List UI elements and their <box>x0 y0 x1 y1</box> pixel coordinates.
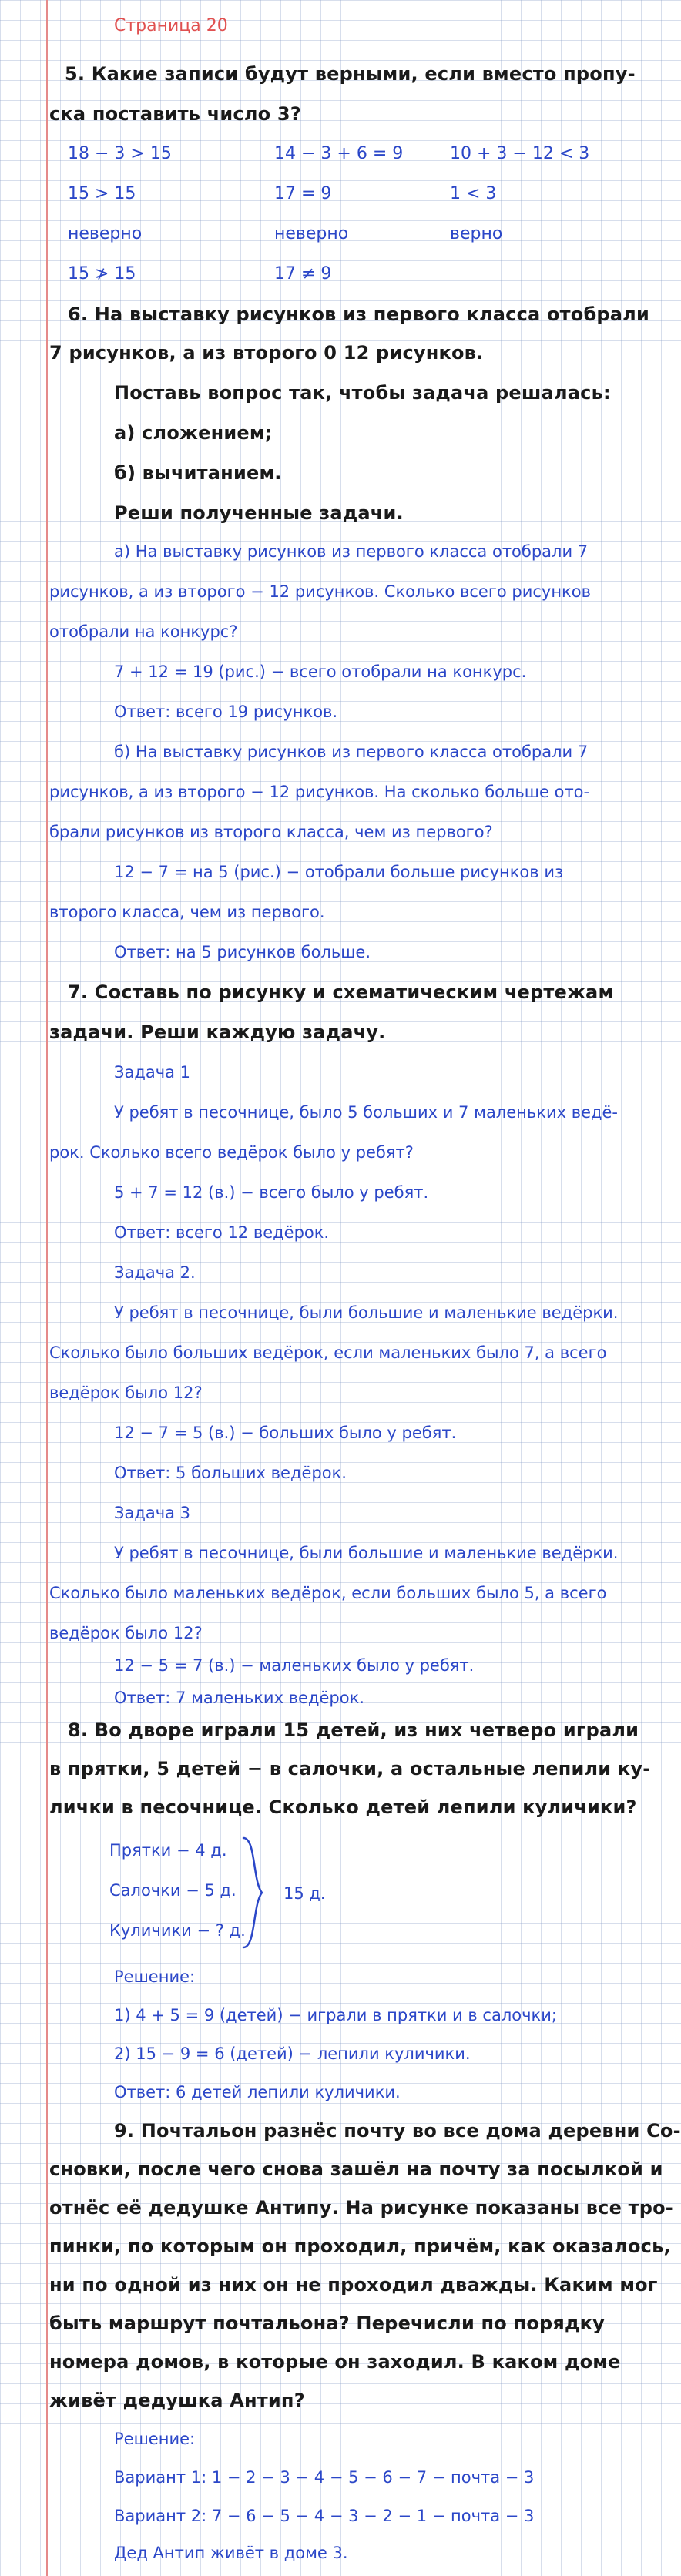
task5-eval-c: 1 < 3 <box>450 184 497 203</box>
task8-question-line3: лички в песочнице. Сколько детей лепили куличики? <box>49 1796 637 1818</box>
task7-z1-title: Задача 1 <box>114 1063 191 1082</box>
task6-b-solution-line1: 12 − 7 = на 5 (рис.) − отобрали больше рисунков из <box>114 863 564 881</box>
task6-question-line3: Поставь вопрос так, чтобы задача решалась: <box>114 382 611 404</box>
task5-verdict-c: верно <box>450 224 503 243</box>
task9-question-line1: 9. Почтальон разнёс почту во все дома деревни Со- <box>114 2120 681 2142</box>
task5-verdict-b: неверно <box>274 224 349 243</box>
task5-eval-b: 17 = 9 <box>274 184 332 203</box>
task7-z3-line3: ведёрок было 12? <box>49 1624 203 1642</box>
task7-z1-solution: 5 + 7 = 12 (в.) − всего было у ребят. <box>114 1183 429 1202</box>
task6-option-a: а) сложением; <box>114 422 273 444</box>
task5-expr-a: 18 − 3 > 15 <box>68 144 172 163</box>
task5-expr-b: 14 − 3 + 6 = 9 <box>274 144 404 163</box>
task9-question-line5: ни по одной из них он не проходил дважды. Каким мог <box>49 2274 658 2296</box>
task6-question-line4: Реши полученные задачи. <box>114 502 404 524</box>
task6-b-line1: б) На выставку рисунков из первого класса отобрали 7 <box>114 743 589 761</box>
task7-z3-title: Задача 3 <box>114 1504 191 1522</box>
task9-solution-label: Решение: <box>114 2430 196 2448</box>
task8-answer: Ответ: 6 детей лепили куличики. <box>114 2083 401 2101</box>
task7-z1-answer: Ответ: всего 12 ведёрок. <box>114 1223 330 1242</box>
task9-question-line2: сновки, после чего снова зашёл на почту за посылкой и <box>49 2158 663 2180</box>
notebook-margin-line <box>46 0 48 2576</box>
task5-question-line1: 5. Какие записи будут верными, если вместо пропу- <box>65 63 636 85</box>
curly-brace-icon <box>239 1835 270 1950</box>
task9-question-line3: отнёс её дедушке Антипу. На рисунке показаны все тро- <box>49 2197 673 2219</box>
task8-question-line1: 8. Во дворе играли 15 детей, из них четверо играли <box>68 1719 639 1741</box>
task8-scheme-sandcakes: Куличики − ? д. <box>109 1921 246 1940</box>
task7-question-line2: задачи. Реши каждую задачу. <box>49 1021 386 1043</box>
page-title: Страница 20 <box>114 16 228 35</box>
task7-question-line1: 7. Составь по рисунку и схематическим чертежам <box>68 981 614 1003</box>
task9-variant2: Вариант 2: 7 − 6 − 5 − 4 − 3 − 2 − 1 − почта − 3 <box>114 2507 535 2525</box>
task7-z1-line1: У ребят в песочнице, было 5 больших и 7 маленьких ведё- <box>114 1103 619 1122</box>
task5-correction-b: 17 ≠ 9 <box>274 264 332 283</box>
task8-solution-step1: 1) 4 + 5 = 9 (детей) − играли в прятки и в салочки; <box>114 2006 557 2024</box>
task6-b-line3: брали рисунков из второго класса, чем из первого? <box>49 823 493 841</box>
task8-scheme <box>109 1830 371 1957</box>
task7-z2-answer: Ответ: 5 больших ведёрок. <box>114 1464 347 1482</box>
task5-verdict-a: неверно <box>68 224 143 243</box>
task8-solution-label: Решение: <box>114 1967 196 1986</box>
task6-b-solution-line2: второго класса, чем из первого. <box>49 903 325 921</box>
task6-a-line2: рисунков, а из второго − 12 рисунков. Сколько всего рисунков <box>49 582 591 601</box>
task6-option-b: б) вычитанием. <box>114 462 282 484</box>
task9-variant1: Вариант 1: 1 − 2 − 3 − 4 − 5 − 6 − 7 − почта − 3 <box>114 2468 535 2487</box>
task8-scheme-hide-and-seek: Прятки − 4 д. <box>109 1841 227 1860</box>
task6-b-answer: Ответ: на 5 рисунков больше. <box>114 943 371 961</box>
task8-solution-step2: 2) 15 − 9 = 6 (детей) − лепили куличики. <box>114 2044 471 2063</box>
task9-question-line4: пинки, по которым он проходил, причём, как оказалось, <box>49 2236 671 2257</box>
task5-expr-c: 10 + 3 − 12 < 3 <box>450 144 590 163</box>
task9-answer: Дед Антип живёт в доме 3. <box>114 2544 348 2562</box>
task9-question-line7: номера домов, в которые он заходил. В каком доме <box>49 2351 621 2373</box>
task5-question-line2: ска поставить число 3? <box>49 103 301 125</box>
task7-z3-answer: Ответ: 7 маленьких ведёрок. <box>114 1689 364 1707</box>
task7-z3-line2: Сколько было маленьких ведёрок, если больших было 5, а всего <box>49 1584 607 1602</box>
task7-z2-title: Задача 2. <box>114 1263 196 1282</box>
task8-scheme-total: 15 д. <box>283 1884 326 1903</box>
task7-z3-line1: У ребят в песочнице, были большие и маленькие ведёрки. <box>114 1544 619 1562</box>
task7-z2-solution: 12 − 7 = 5 (в.) − больших было у ребят. <box>114 1424 457 1442</box>
task5-eval-a: 15 > 15 <box>68 184 136 203</box>
task7-z1-line2: рок. Сколько всего ведёрок было у ребят? <box>49 1143 414 1162</box>
task7-z2-line3: ведёрок было 12? <box>49 1384 203 1402</box>
task8-question-line2: в прятки, 5 детей − в салочки, а остальные лепили ку- <box>49 1758 651 1779</box>
task6-b-line2: рисунков, а из второго − 12 рисунков. На сколько больше ото- <box>49 783 590 801</box>
task9-question-line8: живёт дедушка Антип? <box>49 2390 305 2411</box>
task9-question-line6: быть маршрут почтальона? Перечисли по порядку <box>49 2313 605 2334</box>
task6-a-solution: 7 + 12 = 19 (рис.) − всего отобрали на конкурс. <box>114 662 527 681</box>
task7-z2-line1: У ребят в песочнице, были большие и маленькие ведёрки. <box>114 1303 619 1322</box>
task6-question-line2: 7 рисунков, а из второго 0 12 рисунков. <box>49 342 484 364</box>
task6-a-line3: отобрали на конкурс? <box>49 622 238 641</box>
task6-a-answer: Ответ: всего 19 рисунков. <box>114 703 338 721</box>
task6-question-line1: 6. На выставку рисунков из первого класса отобрали <box>68 304 649 325</box>
task8-scheme-tag: Салочки − 5 д. <box>109 1881 237 1900</box>
task6-a-line1: а) На выставку рисунков из первого класса отобрали 7 <box>114 542 589 561</box>
task7-z3-solution: 12 − 5 = 7 (в.) − маленьких было у ребят. <box>114 1656 475 1675</box>
task5-correction-a: 15 ≯ 15 <box>68 264 136 283</box>
task7-z2-line2: Сколько было больших ведёрок, если маленьких было 7, а всего <box>49 1343 607 1362</box>
